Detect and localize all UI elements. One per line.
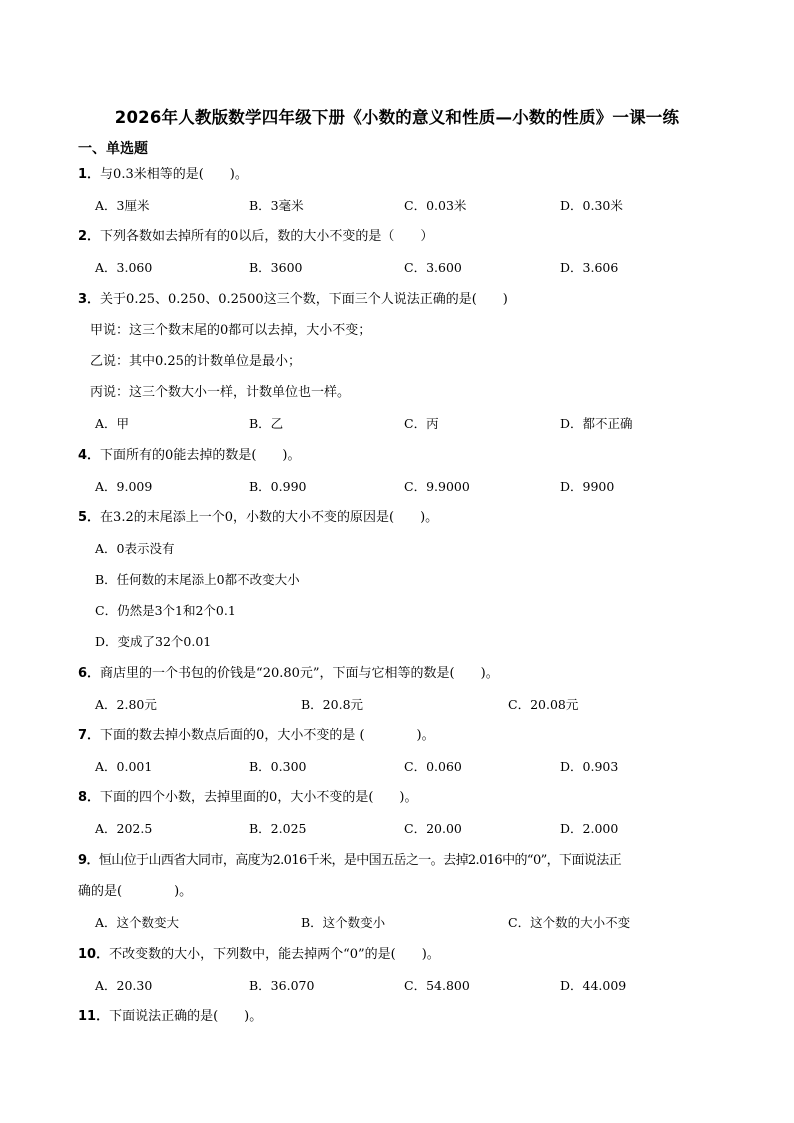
option-b: B．2.025 xyxy=(249,821,307,836)
question-text: 下面所有的0能去掉的数是( )。 xyxy=(100,448,301,463)
option-c: C．3.600 xyxy=(404,260,462,275)
question-6 xyxy=(78,665,499,683)
option-c: C．54.800 xyxy=(404,978,470,993)
question-text: 下列各数如去掉所有的0以后，数的大小不变的是（ ） xyxy=(100,229,434,244)
question-11 xyxy=(78,1008,262,1026)
question-number: 3． xyxy=(78,292,101,307)
option-a: A．甲 xyxy=(95,416,130,431)
section-heading: 一、单选题 xyxy=(78,141,148,157)
option-d: D．2.000 xyxy=(560,821,619,836)
option-b: B．0.990 xyxy=(249,479,307,494)
option-b: B．任何数的末尾添上0都不改变大小 xyxy=(95,572,300,587)
option-c: C．20.08元 xyxy=(508,697,579,712)
statement-bing: 丙说：这三个数大小一样，计数单位也一样。 xyxy=(90,385,351,400)
option-d: D．都不正确 xyxy=(560,416,633,431)
option-a: A．这个数变大 xyxy=(95,915,180,930)
question-9 xyxy=(78,852,621,870)
option-b: B．0.300 xyxy=(249,759,307,774)
option-d: D．0.30米 xyxy=(560,198,623,213)
option-c: C．0.060 xyxy=(404,759,462,774)
question-text: 恒山位于山西省大同市，高度为2.016千米，是中国五岳之一。去掉2.016中的“0”，下面说法正 xyxy=(98,853,622,868)
option-a: A．202.5 xyxy=(95,821,153,836)
question-8 xyxy=(78,789,417,807)
question-text: 与0.3米相等的是( )。 xyxy=(100,167,248,182)
question-7 xyxy=(78,727,435,745)
question-text: 在3.2的末尾添上一个0，小数的大小不变的原因是( )。 xyxy=(100,510,439,525)
question-4 xyxy=(78,447,300,465)
option-d: D．变成了32个0.01 xyxy=(95,634,212,649)
option-c: C．0.03米 xyxy=(404,198,467,213)
question-3 xyxy=(78,291,508,309)
option-a: A．0表示没有 xyxy=(95,541,175,556)
option-d: D．9900 xyxy=(560,479,615,494)
option-c: C．20.00 xyxy=(404,821,462,836)
question-number: 1． xyxy=(78,167,101,182)
page-title: 2026年人教版数学四年级下册《小数的意义和性质—小数的性质》一课一练 xyxy=(114,108,680,127)
option-d: D．0.903 xyxy=(560,759,619,774)
option-b: B．20.8元 xyxy=(301,697,364,712)
option-d: D．3.606 xyxy=(560,260,619,275)
option-c: C．这个数的大小不变 xyxy=(508,915,631,930)
option-a: A．20.30 xyxy=(95,978,153,993)
question-number: 8． xyxy=(78,790,101,805)
option-b: B．这个数变小 xyxy=(301,915,386,930)
option-c: C．丙 xyxy=(404,416,439,431)
question-text: 商店里的一个书包的价钱是“20.80元”，下面与它相等的数是( )。 xyxy=(100,666,499,681)
option-c: C．9.9000 xyxy=(404,479,470,494)
question-2 xyxy=(78,228,433,246)
question-text: 下面的数去掉小数点后面的0，大小不变的是 ( )。 xyxy=(100,728,435,743)
question-9-continued: 确的是( )。 xyxy=(78,884,193,899)
option-a: A．9.009 xyxy=(95,479,153,494)
statement-yi: 乙说：其中0.25的计数单位是最小； xyxy=(90,354,301,369)
option-a: A．3厘米 xyxy=(95,198,150,213)
question-number: 6． xyxy=(78,666,101,681)
question-text: 下面说法正确的是( )。 xyxy=(109,1009,263,1024)
option-b: B．36.070 xyxy=(249,978,315,993)
question-number: 9． xyxy=(78,853,99,868)
question-1 xyxy=(78,166,248,184)
option-a: A．0.001 xyxy=(95,759,153,774)
question-number: 2． xyxy=(78,229,101,244)
option-a: A．3.060 xyxy=(95,260,153,275)
statement-jia: 甲说：这三个数末尾的0都可以去掉，大小不变； xyxy=(90,323,372,338)
question-text: 下面的四个小数，去掉里面的0，大小不变的是( )。 xyxy=(100,790,418,805)
question-number: 7． xyxy=(78,728,101,743)
question-number: 5． xyxy=(78,510,101,525)
option-b: B．3毫米 xyxy=(249,198,304,213)
option-b: B．3600 xyxy=(249,260,303,275)
question-number: 11． xyxy=(78,1009,110,1024)
question-text: 不改变数的大小，下列数中，能去掉两个“0”的是( )。 xyxy=(109,947,440,962)
option-d: D．44.009 xyxy=(560,978,627,993)
question-5 xyxy=(78,509,438,527)
question-10 xyxy=(78,946,440,964)
question-number: 4． xyxy=(78,448,101,463)
question-text: 关于0.25、0.250、0.2500这三个数，下面三个人说法正确的是( ) xyxy=(100,292,508,307)
option-b: B．乙 xyxy=(249,416,284,431)
question-number: 10． xyxy=(78,947,110,962)
option-c: C．仍然是3个1和2个0.1 xyxy=(95,603,236,618)
option-a: A．2.80元 xyxy=(95,697,157,712)
